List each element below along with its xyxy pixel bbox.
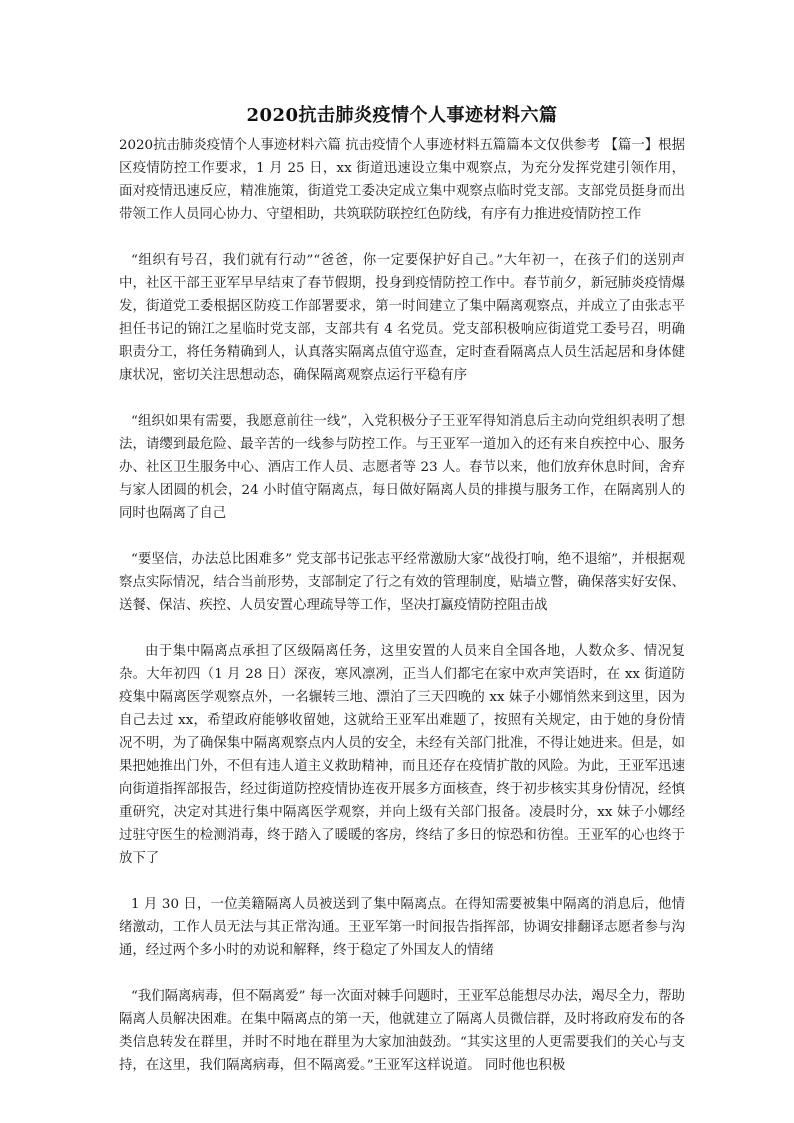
paragraph-organization-call: “组织有号召，我们就有行动”“爸爸，你一定要保护好自己。”大年初一，在孩子们的送别声中，社区干部王亚军早早结束了春节假期，投身到疫情防控工作中。春节前夕，新冠肺炎疫情爆发，街道党工委根据区防疫工作部署要求，第一时间建立了集中隔离观察点，并成立了由张志平担任书记的锦江之星临时党支部，支部共有 4 名党员。党支部积极响应街道党工委号召，明确职责分工，将任务精确到人，认真落实隔离点值守巡查，定时查看隔离点人员生活起居和身体健康状况，密切关注思想动态，确保隔离观察点运行平稳有序 [119,253,685,383]
paragraph-isolation-case: 由于集中隔离点承担了区级隔离任务，这里安置的人员来自全国各地，人数众多、情况复杂。大年初四（1 月 28 日）深夜，寒风凛冽，正当人们都宅在家中欢声笑语时，在 xx 街道防疫集中隔离医学观察点外，一名辗转三地、漂泊了三天四晚的 xx 妹子小娜悄然来到这里，因为自己去过 xx，希望政府能够收留她，这就给王亚军出难题了，按照有关规定，由于她的身份情况不明，为了确保集中隔离观察点内人员的安全，未经有关部门批准，不得让她进来。但是，如果把她推出门外，不但有违人道主义救助精神，而且还存在疫情扩散的风险。为此，王亚军迅速向街道指挥部报告，经过街道防控疫情协连夜开展多方面核查，终于初步核实其身份情况，经慎重研究，决定对其进行集中隔离医学观察，并向上级有关部门报备。凌晨时分，xx 妹子小娜经过驻守医生的检测消毒，终于踏入了暖暖的客房，终结了多日的惊恐和彷徨。王亚军的心也终于放下了 [119,644,685,866]
paragraph-isolate-virus-not-love: “我们隔离病毒，但不隔离爱” 每一次面对棘手问题时，王亚军总能想尽办法，竭尽全力，帮助隔离人员解决困难。在集中隔离点的第一天，他就建立了隔离人员微信群，及时将政府发布的各类信息转发在群里，并时不时地在群里为大家加油鼓劲。“其实这里的人更需要我们的关心与支持，在这里，我们隔离病毒，但不隔离爱。”王亚军这样说道。 同时他也积极 [119,989,685,1073]
paragraph-confidence: “要坚信，办法总比困难多” 党支部书记张志平经常激励大家“战役打响，绝不退缩”，并根据观察点实际情况，结合当前形势，支部制定了行之有效的管理制度，贴墙立瞥，确保落实好安保、送餐、保洁、疾控、人员安置心理疏导等工作，坚决打赢疫情防控阻击战 [119,552,685,613]
paragraph-volunteer-frontline: “组织如果有需要，我愿意前往一线”，入党积极分子王亚军得知消息后主动向党组织表明了想法，请缨到最危险、最辛苦的一线参与防控工作。与王亚军一道加入的还有来自疾控中心、服务办、社区卫生服务中心、酒店工作人员、志愿者等 23 人。春节以来，他们放弃休息时间，舍弃与家人团圆的机会，24 小时值守隔离点，每日做好隔离人员的排摸与服务工作，在隔离别人的同时也隔离了自己 [119,414,685,521]
paragraph-foreign-resident: 1 月 30 日，一位美籍隔离人员被送到了集中隔离点。在得知需要被集中隔离的消息后，他情绪激动，工作人员无法与其正常沟通。王亚军第一时间报告指挥部，协调安排翻译志愿者参与沟通，经过两个多小时的劝说和解释，终于稳定了外国友人的情绪 [119,897,685,958]
paragraph-intro: 2020抗击肺炎疫情个人事迹材料六篇 抗击疫情个人事迹材料五篇篇本文仅供参考 【篇一】根据区疫情防控工作要求，1 月 25 日，xx 街道迅速设立集中观察点，为充分发挥党建引领作用，面对疫情迅速反应，精准施策，街道党工委决定成立集中观察点临时党支部。支部党员挺身而出带领工作人员同心协力、守望相助，共筑联防联控红色防线，有序有力推进疫情防控工作 [119,138,685,222]
document-page [119,100,685,1077]
document-title: 2020抗击肺炎疫情个人事迹材料六篇 [246,105,558,126]
